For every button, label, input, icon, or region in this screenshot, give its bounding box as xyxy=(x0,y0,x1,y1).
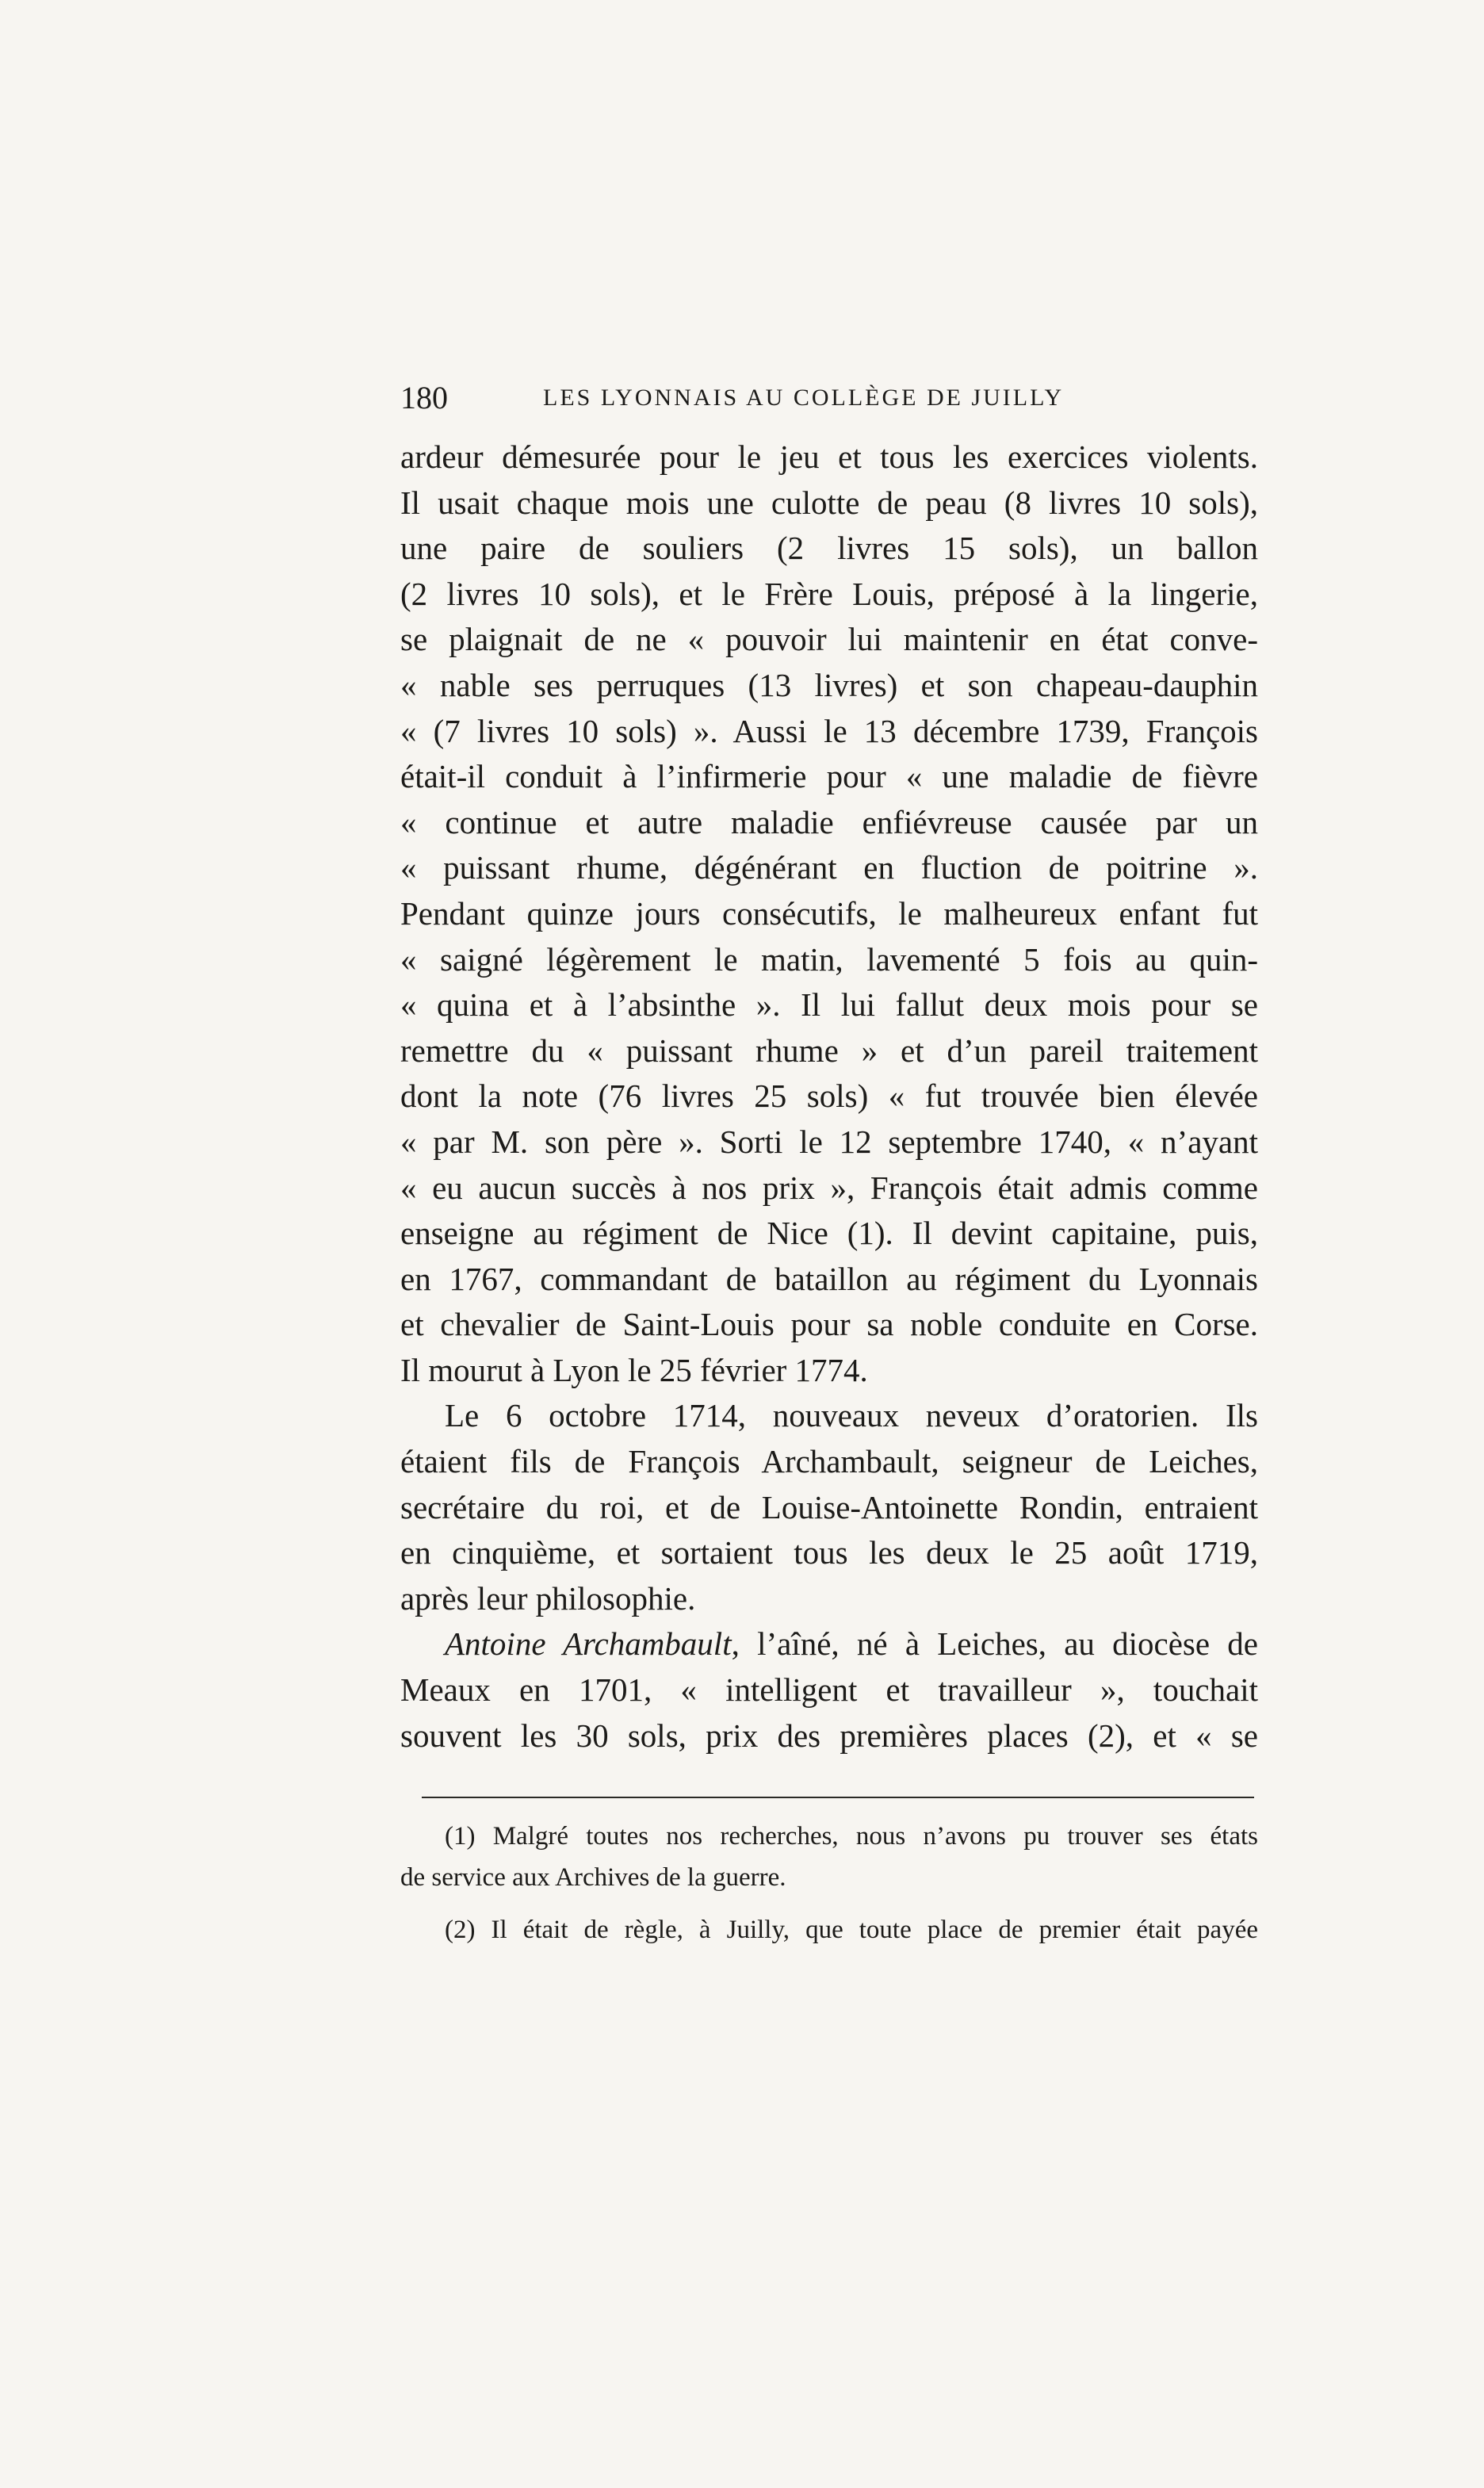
text-line: se plaignait de ne « pouvoir lui maintenir en état conve- xyxy=(400,621,1258,658)
text-line: et chevalier de Saint-Louis pour sa noble conduite en Corse. xyxy=(400,1306,1258,1343)
text-line: enseigne au régiment de Nice (1). Il devint capitaine, puis, xyxy=(400,1215,1258,1252)
text-line: « puissant rhume, dégénérant en fluction de poitrine ». xyxy=(400,849,1258,886)
footnote-1-line: de service aux Archives de la guerre. xyxy=(400,1863,786,1892)
text-line: une paire de souliers (2 livres 15 sols), un ballon xyxy=(400,530,1258,567)
person-name-italic: Antoine Archambault xyxy=(445,1625,732,1663)
footnote-divider xyxy=(422,1797,1254,1798)
footnote-2-line: (2) Il était de règle, à Juilly, que toute place de premier était payée xyxy=(445,1916,1258,1944)
running-title: LES LYONNAIS AU COLLÈGE DE JUILLY xyxy=(543,385,1065,411)
text-line: Meaux en 1701, « intelligent et travailleur », touchait xyxy=(400,1671,1258,1709)
text-line: était-il conduit à l’infirmerie pour « une maladie de fièvre xyxy=(400,758,1258,795)
footnotes xyxy=(400,1816,1258,1950)
text-line: Pendant quinze jours consécutifs, le malheureux enfant fut xyxy=(400,894,1258,932)
text-line: « eu aucun succès à nos prix », François était admis comme xyxy=(400,1169,1258,1206)
text-line-continuation: , l’aîné, né à Leiches, au diocèse de xyxy=(731,1625,1258,1663)
text-line: « continue et autre maladie enfiévreuse causée par un xyxy=(400,803,1258,840)
text-line xyxy=(400,1621,1258,1667)
text-line: (2 livres 10 sols), et le Frère Louis, préposé à la lingerie, xyxy=(400,575,1258,612)
text-line: Il mourut à Lyon le 25 février 1774. xyxy=(400,1351,868,1388)
text-line: « par M. son père ». Sorti le 12 septembre 1740, « n’ayant xyxy=(400,1123,1258,1160)
text-line: en 1767, commandant de bataillon au régiment du Lyonnais xyxy=(400,1260,1258,1297)
text-line: Il usait chaque mois une culotte de peau (8 livres 10 sols), xyxy=(400,484,1258,521)
text-line: souvent les 30 sols, prix des premières places (2), et « se xyxy=(400,1717,1258,1754)
footnote-1-line: (1) Malgré toutes nos recherches, nous n’avons pu trouver ses états xyxy=(445,1822,1258,1851)
text-line: « nable ses perruques (13 livres) et son chapeau-dauphin xyxy=(400,666,1258,703)
text-line: ardeur démesurée pour le jeu et tous les exercices violents. xyxy=(400,438,1258,475)
page-number: 180 xyxy=(400,380,448,415)
text-line: en cinquième, et sortaient tous les deux le 25 août 1719, xyxy=(400,1534,1258,1571)
text-line: « (7 livres 10 sols) ». Aussi le 13 décembre 1739, François xyxy=(400,712,1258,749)
text-line: remettre du « puissant rhume » et d’un pareil traitement xyxy=(400,1032,1258,1069)
text-line: étaient fils de François Archambault, seigneur de Leiches, xyxy=(400,1443,1258,1480)
text-line: « quina et à l’absinthe ». Il lui fallut deux mois pour se xyxy=(400,986,1258,1024)
main-text xyxy=(400,434,1258,1759)
text-line: dont la note (76 livres 25 sols) « fut trouvée bien élevée xyxy=(400,1077,1258,1115)
text-line: secrétaire du roi, et de Louise-Antoinette Rondin, entraient xyxy=(400,1488,1258,1525)
running-head xyxy=(400,374,1258,422)
text-line: « saigné légèrement le matin, lavementé 5 fois au quin- xyxy=(400,940,1258,978)
text-line: Le 6 octobre 1714, nouveaux neveux d’oratorien. Ils xyxy=(445,1397,1258,1434)
text-line: après leur philosophie. xyxy=(400,1579,696,1617)
